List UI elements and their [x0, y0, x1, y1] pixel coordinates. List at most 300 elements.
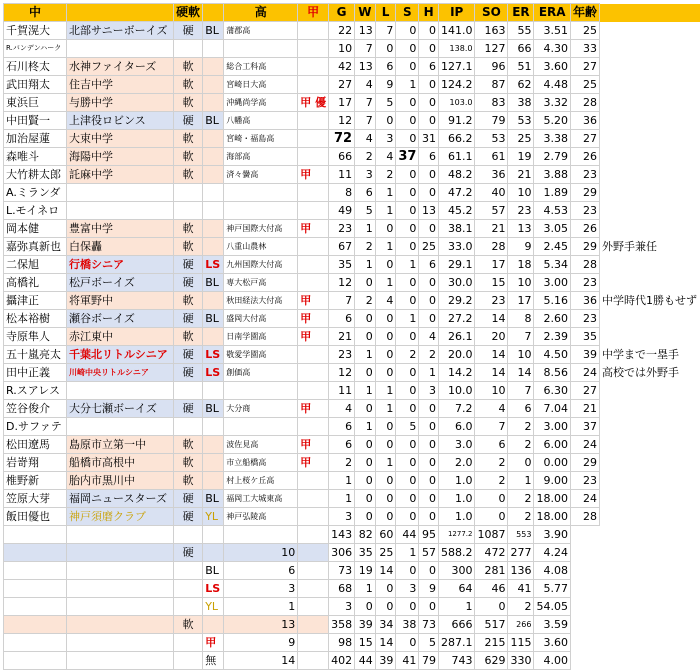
- stat-ip: 2.0: [438, 454, 475, 472]
- stat-g: 22: [329, 22, 355, 40]
- summary-blank: [4, 634, 67, 652]
- stat-s: 0: [396, 112, 419, 130]
- sum-era: 54.05: [534, 598, 571, 616]
- stat-s: 0: [396, 40, 419, 58]
- summary-sub: [203, 616, 224, 634]
- stat-l: 0: [375, 472, 396, 490]
- player-row: [4, 508, 700, 526]
- summary-blank: [4, 652, 67, 670]
- stat-h: 0: [419, 40, 439, 58]
- sum-g: 402: [329, 652, 355, 670]
- stat-er: 2: [508, 418, 534, 436]
- player-row: [4, 58, 700, 76]
- junior-team: 水神ファイターズ: [67, 58, 174, 76]
- sum-h: 73: [419, 616, 439, 634]
- summary-blank: [570, 562, 599, 580]
- sum-g: 73: [329, 562, 355, 580]
- stat-w: 2: [355, 238, 376, 256]
- stat-w: 13: [355, 58, 376, 76]
- sum-er: 136: [508, 562, 534, 580]
- koshien-mark: [298, 202, 329, 220]
- stat-ip: 20.0: [438, 346, 475, 364]
- age: 27: [570, 130, 599, 148]
- stat-era: 3.51: [534, 22, 571, 40]
- stat-ip: 38.1: [438, 220, 475, 238]
- player-row: [4, 400, 700, 418]
- stat-s: 0: [396, 364, 419, 382]
- stat-er: 18: [508, 256, 534, 274]
- high-school: [224, 418, 298, 436]
- sum-g: 98: [329, 634, 355, 652]
- summary-sub: [203, 544, 224, 562]
- koshien-mark: [298, 274, 329, 292]
- player-row: [4, 22, 700, 40]
- stat-era: 5.20: [534, 112, 571, 130]
- age: 27: [570, 382, 599, 400]
- summary-blank: [570, 544, 599, 562]
- koshien-mark: [298, 238, 329, 256]
- stat-w: 4: [355, 76, 376, 94]
- stat-ip: 103.0: [438, 94, 475, 112]
- stat-so: 7: [475, 418, 508, 436]
- ball-type: 硬: [174, 22, 203, 40]
- junior-team: 松戸ボーイズ: [67, 274, 174, 292]
- stat-l: 0: [375, 310, 396, 328]
- stat-ip: 7.2: [438, 400, 475, 418]
- league-type: [203, 238, 224, 256]
- high-school: 専大松戸高: [224, 274, 298, 292]
- stat-w: 7: [355, 40, 376, 58]
- sum-s: 3: [396, 580, 419, 598]
- stat-w: 1: [355, 418, 376, 436]
- remark: 外野手兼任: [601, 240, 657, 253]
- league-type: BL: [203, 22, 224, 40]
- sum-so: 472: [475, 544, 508, 562]
- remark: [599, 472, 699, 490]
- player-name: 椎野新: [4, 472, 67, 490]
- sum-so: 215: [475, 634, 508, 652]
- stat-g: 11: [329, 166, 355, 184]
- stat-so: 127: [475, 40, 508, 58]
- summary-blank: [67, 634, 174, 652]
- high-school: [224, 40, 298, 58]
- summary-label: [174, 634, 203, 652]
- league-type: [203, 436, 224, 454]
- summary-blank: [570, 652, 599, 670]
- stat-s: 0: [396, 292, 419, 310]
- stat-h: 0: [419, 220, 439, 238]
- stat-er: 9: [508, 238, 534, 256]
- junior-team: [67, 184, 174, 202]
- stat-g: 42: [329, 58, 355, 76]
- stat-era: 6.00: [534, 436, 571, 454]
- sum-ip: 1277.2: [438, 526, 475, 544]
- junior-team: 白保轟: [67, 238, 174, 256]
- header-cell: 甲: [298, 4, 329, 22]
- summary-count: 1: [224, 598, 298, 616]
- player-name: R.バンデンハーク: [4, 40, 67, 58]
- stat-w: 0: [355, 436, 376, 454]
- high-school: 蒲郡高: [224, 22, 298, 40]
- stat-g: 2: [329, 454, 355, 472]
- high-school: 敬愛学園高: [224, 346, 298, 364]
- summary-sub: BL: [203, 562, 224, 580]
- header-row: [4, 4, 700, 22]
- sum-l: 0: [375, 580, 396, 598]
- league-type: [203, 76, 224, 94]
- stat-h: 25: [419, 238, 439, 256]
- summary-blank: [67, 544, 174, 562]
- stat-w: 1: [355, 346, 376, 364]
- stat-ip: 26.1: [438, 328, 475, 346]
- high-school: 波佐見高: [224, 436, 298, 454]
- junior-team: [67, 202, 174, 220]
- stat-w: 0: [355, 328, 376, 346]
- summary-blank: [570, 526, 599, 544]
- stat-h: 0: [419, 94, 439, 112]
- sum-h: 57: [419, 544, 439, 562]
- sum-h: 9: [419, 580, 439, 598]
- stat-g: 67: [329, 238, 355, 256]
- player-row: [4, 310, 700, 328]
- summary-blank: [4, 526, 67, 544]
- remark: 中学まで一塁手: [601, 348, 679, 361]
- stat-h: 6: [419, 58, 439, 76]
- player-row: [4, 292, 700, 310]
- player-name: 岩嵜翔: [4, 454, 67, 472]
- summary-blank: [4, 598, 67, 616]
- summary-row: [4, 544, 700, 562]
- koshien-mark: [298, 472, 329, 490]
- league-type: LS: [203, 346, 224, 364]
- ball-type: 硬: [174, 490, 203, 508]
- player-name: L.モイネロ: [4, 202, 67, 220]
- stat-l: 1: [375, 274, 396, 292]
- player-row: [4, 274, 700, 292]
- league-type: [203, 130, 224, 148]
- league-type: [203, 454, 224, 472]
- summary-blank: [67, 598, 174, 616]
- player-name: 松本裕樹: [4, 310, 67, 328]
- stat-h: 0: [419, 274, 439, 292]
- koshien-mark: 甲: [298, 166, 329, 184]
- stat-ip: 33.0: [438, 238, 475, 256]
- stat-w: 1: [355, 256, 376, 274]
- age: 26: [570, 220, 599, 238]
- koshien-mark: [298, 58, 329, 76]
- player-row: [4, 202, 700, 220]
- high-school: 盛岡大付高: [224, 310, 298, 328]
- summary-blank: [298, 580, 329, 598]
- stat-ip: 91.2: [438, 112, 475, 130]
- summary-count: 14: [224, 652, 298, 670]
- summary-blank: [298, 598, 329, 616]
- summary-row: [4, 526, 700, 544]
- stat-s: 1: [396, 76, 419, 94]
- stat-s: 0: [396, 22, 419, 40]
- ball-type: 硬: [174, 274, 203, 292]
- koshien-mark: [298, 148, 329, 166]
- stat-h: 0: [419, 508, 439, 526]
- player-name: 岡本健: [4, 220, 67, 238]
- summary-label: [174, 652, 203, 670]
- stat-so: 96: [475, 58, 508, 76]
- stat-w: 0: [355, 454, 376, 472]
- player-name: D.サファテ: [4, 418, 67, 436]
- stat-so: 83: [475, 94, 508, 112]
- summary-sub: [203, 526, 224, 544]
- stat-s: 5: [396, 418, 419, 436]
- player-name: 攝津正: [4, 292, 67, 310]
- ball-type: 軟: [174, 94, 203, 112]
- stat-h: 0: [419, 112, 439, 130]
- stat-er: 17: [508, 292, 534, 310]
- summary-row: [4, 652, 700, 670]
- high-school: 八幡高: [224, 112, 298, 130]
- high-school: 神戸国際大付高: [224, 220, 298, 238]
- stat-era: 2.60: [534, 310, 571, 328]
- remark: [599, 202, 699, 220]
- player-row: [4, 454, 700, 472]
- stat-l: 4: [375, 148, 396, 166]
- sum-s: 44: [396, 526, 419, 544]
- stat-er: 7: [508, 382, 534, 400]
- stat-l: 0: [375, 112, 396, 130]
- ball-type: 硬: [174, 256, 203, 274]
- stat-er: 10: [508, 346, 534, 364]
- stat-s: 0: [396, 130, 419, 148]
- high-school: 宮崎日大高: [224, 76, 298, 94]
- sum-so: 629: [475, 652, 508, 670]
- sum-w: 82: [355, 526, 376, 544]
- remark: [599, 40, 699, 58]
- player-name: 飯田優也: [4, 508, 67, 526]
- ball-type: [174, 184, 203, 202]
- remark: [599, 454, 699, 472]
- summary-blank: [599, 652, 699, 670]
- sum-l: 25: [375, 544, 396, 562]
- sum-g: 143: [329, 526, 355, 544]
- ball-type: [174, 418, 203, 436]
- stat-s: 0: [396, 328, 419, 346]
- league-type: BL: [203, 400, 224, 418]
- player-row: [4, 490, 700, 508]
- koshien-mark: 甲: [298, 436, 329, 454]
- stat-h: 0: [419, 310, 439, 328]
- stat-er: 1: [508, 472, 534, 490]
- stat-er: 14: [508, 364, 534, 382]
- player-name: 笠谷俊介: [4, 400, 67, 418]
- sum-s: 1: [396, 544, 419, 562]
- stat-so: 23: [475, 292, 508, 310]
- summary-blank: [4, 616, 67, 634]
- sum-s: 0: [396, 562, 419, 580]
- summary-blank: [67, 562, 174, 580]
- stat-g: 66: [329, 148, 355, 166]
- stat-g: 1: [329, 472, 355, 490]
- stat-l: 0: [375, 364, 396, 382]
- high-school: 八重山農林: [224, 238, 298, 256]
- high-school: [224, 202, 298, 220]
- player-row: [4, 148, 700, 166]
- summary-blank: [67, 580, 174, 598]
- summary-blank: [599, 562, 699, 580]
- league-type: [203, 472, 224, 490]
- remark: [599, 184, 699, 202]
- league-type: [203, 166, 224, 184]
- stat-ip: 27.2: [438, 310, 475, 328]
- sum-w: 19: [355, 562, 376, 580]
- stat-so: 21: [475, 220, 508, 238]
- stat-w: 0: [355, 364, 376, 382]
- header-cell: G: [329, 4, 355, 22]
- sum-era: 3.60: [534, 634, 571, 652]
- remark: [599, 94, 699, 112]
- junior-team: 北部サニーボーイズ: [67, 22, 174, 40]
- player-name: 寺原隼人: [4, 328, 67, 346]
- sum-era: 4.00: [534, 652, 571, 670]
- koshien-mark: [298, 76, 329, 94]
- league-type: [203, 382, 224, 400]
- koshien-mark: 甲: [298, 310, 329, 328]
- sum-h: 79: [419, 652, 439, 670]
- stat-g: 12: [329, 364, 355, 382]
- summary-label: 軟: [174, 616, 203, 634]
- stat-g: 11: [329, 382, 355, 400]
- age: 26: [570, 148, 599, 166]
- remark: [599, 508, 699, 526]
- age: 36: [570, 112, 599, 130]
- stat-so: 6: [475, 436, 508, 454]
- stat-era: 3.38: [534, 130, 571, 148]
- high-school: 村上桜ケ丘高: [224, 472, 298, 490]
- sum-s: 0: [396, 634, 419, 652]
- koshien-mark: [298, 490, 329, 508]
- stat-era: 5.34: [534, 256, 571, 274]
- player-name: 石川柊太: [4, 58, 67, 76]
- player-row: [4, 382, 700, 400]
- stat-so: 15: [475, 274, 508, 292]
- summary-blank: [298, 616, 329, 634]
- age: 29: [570, 238, 599, 256]
- stat-er: 8: [508, 310, 534, 328]
- sum-ip: 666: [438, 616, 475, 634]
- sum-l: 39: [375, 652, 396, 670]
- high-school: 海部高: [224, 148, 298, 166]
- player-name: R.スアレス: [4, 382, 67, 400]
- stat-so: 28: [475, 238, 508, 256]
- age: 23: [570, 472, 599, 490]
- league-type: BL: [203, 274, 224, 292]
- remark: [599, 418, 699, 436]
- stat-g: 12: [329, 112, 355, 130]
- summary-blank: [298, 634, 329, 652]
- sum-so: 46: [475, 580, 508, 598]
- ball-type: 軟: [174, 76, 203, 94]
- junior-team: 神戸須磨クラブ: [67, 508, 174, 526]
- summary-row: [4, 598, 700, 616]
- summary-blank: [570, 616, 599, 634]
- stat-ip: 48.2: [438, 166, 475, 184]
- player-name: 五十嵐亮太: [4, 346, 67, 364]
- stat-g: 6: [329, 436, 355, 454]
- junior-team: 大分七瀬ボーイズ: [67, 400, 174, 418]
- age: 23: [570, 274, 599, 292]
- stat-g: 6: [329, 310, 355, 328]
- header-cell: 高: [224, 4, 298, 22]
- summary-blank: [4, 544, 67, 562]
- remark: [599, 166, 699, 184]
- stat-g: 72: [329, 130, 355, 148]
- ball-type: 軟: [174, 58, 203, 76]
- stat-l: 1: [375, 400, 396, 418]
- ball-type: 軟: [174, 436, 203, 454]
- stat-l: 0: [375, 418, 396, 436]
- remark: [599, 328, 699, 346]
- stat-h: 0: [419, 166, 439, 184]
- stat-so: 0: [475, 508, 508, 526]
- summary-blank: [67, 526, 174, 544]
- stat-w: 0: [355, 274, 376, 292]
- high-school: 大分商: [224, 400, 298, 418]
- summary-row: [4, 580, 700, 598]
- remark: [599, 112, 699, 130]
- koshien-mark: [298, 112, 329, 130]
- player-row: [4, 94, 700, 112]
- player-name: 高橋礼: [4, 274, 67, 292]
- stat-er: 51: [508, 58, 534, 76]
- roster-table: [3, 3, 700, 670]
- stat-ip: 66.2: [438, 130, 475, 148]
- stat-ip: 1.0: [438, 472, 475, 490]
- ball-type: 硬: [174, 364, 203, 382]
- summary-count: 3: [224, 580, 298, 598]
- age: 25: [570, 76, 599, 94]
- summary-blank: [599, 580, 699, 598]
- remark: [599, 490, 699, 508]
- remark: [599, 274, 699, 292]
- sum-h: 0: [419, 562, 439, 580]
- age: 33: [570, 40, 599, 58]
- koshien-mark: [298, 418, 329, 436]
- stat-era: 3.88: [534, 166, 571, 184]
- player-row: [4, 40, 700, 58]
- league-type: LS: [203, 256, 224, 274]
- sum-ip: 300: [438, 562, 475, 580]
- remark: [599, 310, 699, 328]
- summary-blank: [67, 616, 174, 634]
- high-school: 福岡工大城東高: [224, 490, 298, 508]
- stat-h: 13: [419, 202, 439, 220]
- stat-l: 1: [375, 382, 396, 400]
- summary-blank: [298, 562, 329, 580]
- summary-sub: 甲: [203, 634, 224, 652]
- stat-er: 25: [508, 130, 534, 148]
- summary-blank: [599, 634, 699, 652]
- stat-er: 62: [508, 76, 534, 94]
- stat-era: 3.60: [534, 58, 571, 76]
- sum-ip: 588.2: [438, 544, 475, 562]
- junior-team: 将軍野中: [67, 292, 174, 310]
- ball-type: 硬: [174, 508, 203, 526]
- stat-so: 2: [475, 472, 508, 490]
- summary-sub: LS: [203, 580, 224, 598]
- sum-er: 553: [508, 526, 534, 544]
- stat-so: 20: [475, 328, 508, 346]
- stat-ip: 3.0: [438, 436, 475, 454]
- sum-s: 38: [396, 616, 419, 634]
- summary-count: [224, 526, 298, 544]
